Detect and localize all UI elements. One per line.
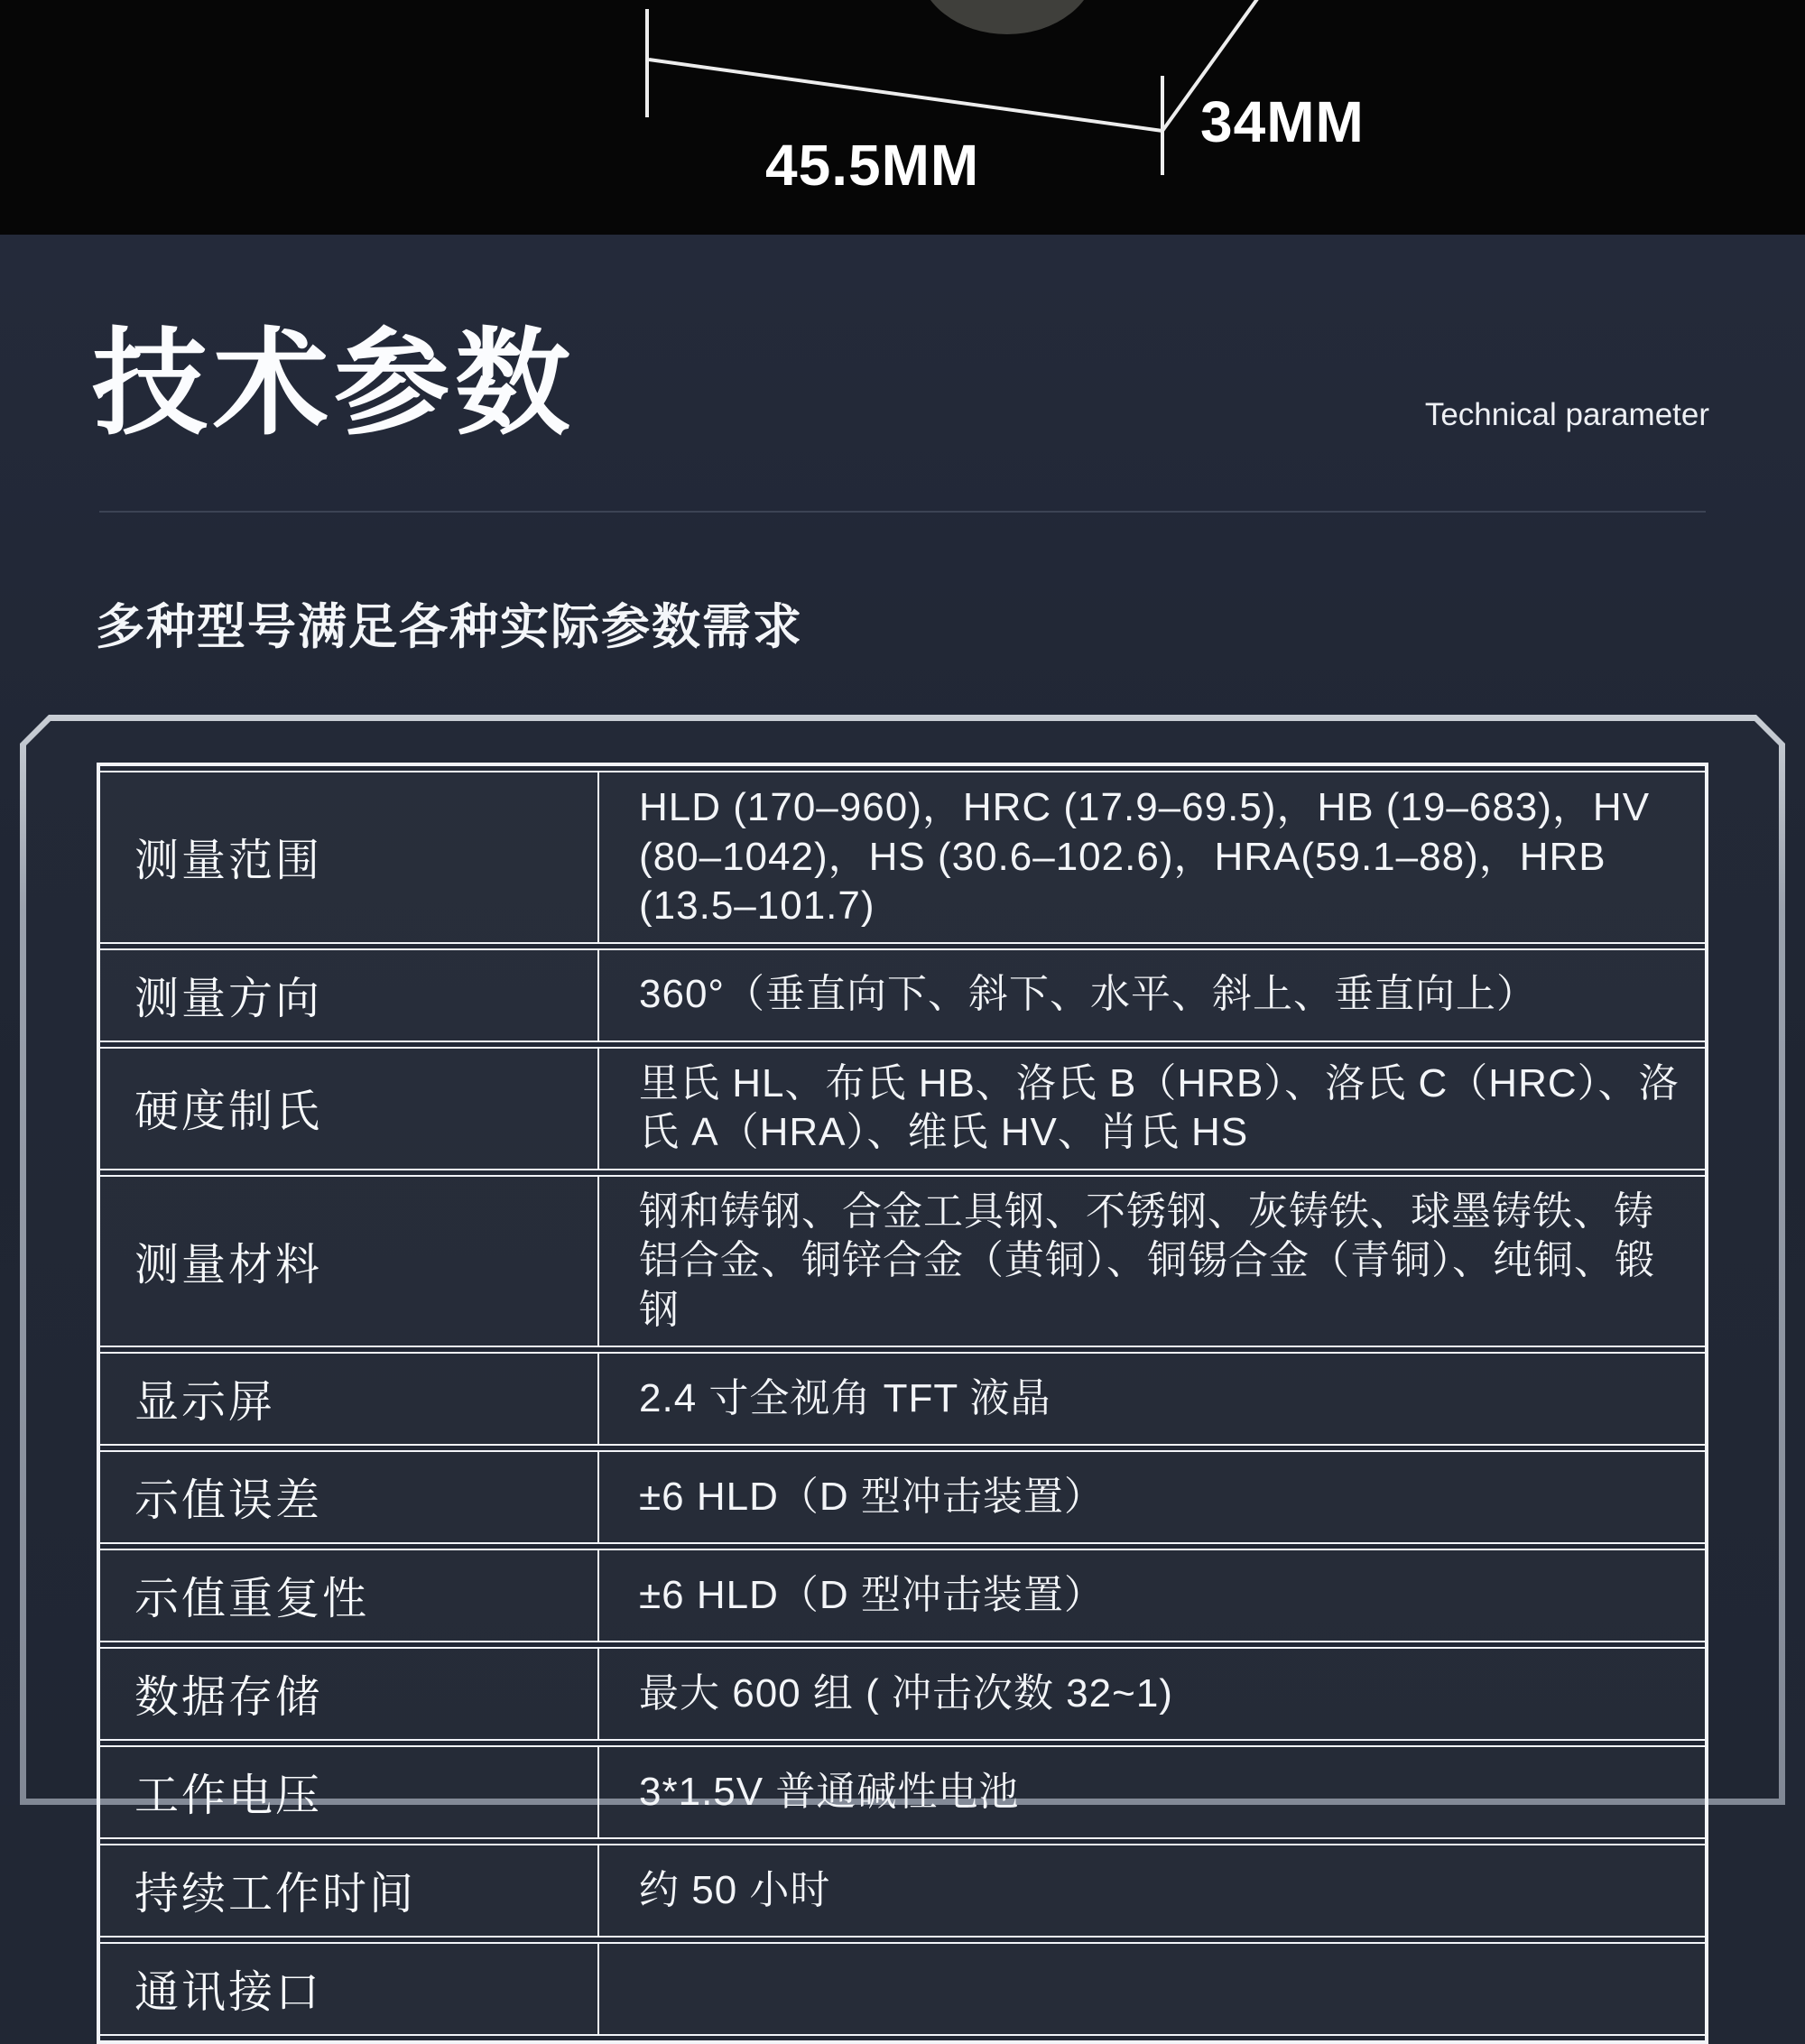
spec-label: 示值误差 — [100, 1452, 599, 1542]
title-divider — [99, 511, 1706, 513]
spec-value: 3*1.5V 普通碱性电池 — [639, 1770, 1020, 1815]
spec-value: 钢和铸钢、合金工具钢、不锈钢、灰铸铁、球墨铸铁、铸铝合金、铜锌合金（黄铜）、铜锡合金（青铜）、纯铜、锻钢 — [639, 1188, 1655, 1332]
spec-table — [97, 763, 1708, 2044]
spec-value: ±6 HLD（D 型冲击装置） — [639, 1475, 1105, 1520]
spec-value: ±6 HLD（D 型冲击装置） — [639, 1573, 1105, 1618]
table-row — [100, 1942, 1705, 2036]
dimension-drawing — [0, 0, 1805, 235]
spec-label: 硬度制氏 — [100, 1049, 599, 1169]
table-row — [100, 948, 1705, 1042]
spec-label: 测量范围 — [100, 772, 599, 942]
spec-label: 工作电压 — [100, 1747, 599, 1837]
spec-value — [599, 1944, 1705, 2034]
table-row — [100, 1175, 1705, 1348]
spec-value: 里氏 HL、布氏 HB、洛氏 B（HRB）、洛氏 C（HRC）、洛氏 A（HRA）、维氏 HV、肖氏 HS — [639, 1060, 1680, 1155]
width-dimension-line — [649, 60, 1162, 131]
spec-value: 360°（垂直向下、斜下、水平、斜上、垂直向上） — [639, 972, 1538, 1017]
table-row — [100, 1047, 1705, 1170]
spec-value: 最大 600 组 ( 冲击次数 32~1) — [639, 1671, 1173, 1716]
spec-label: 示值重复性 — [100, 1550, 599, 1641]
page-subtitle-en: Technical parameter — [1424, 397, 1709, 432]
spec-label: 数据存储 — [100, 1649, 599, 1739]
spec-label: 通讯接口 — [100, 1944, 599, 2034]
table-row — [100, 1352, 1705, 1446]
table-row — [100, 1844, 1705, 1938]
spec-label: 测量材料 — [100, 1177, 599, 1346]
product-dimension-image — [0, 0, 1805, 235]
tagline: 多种型号满足各种实际参数需求 — [96, 600, 803, 654]
table-row — [100, 771, 1705, 944]
spec-label: 持续工作时间 — [100, 1845, 599, 1936]
page-title: 技术参数 — [92, 319, 577, 449]
table-row — [100, 1450, 1705, 1544]
spec-label: 显示屏 — [100, 1354, 599, 1444]
product-photo-fragment — [918, 0, 1097, 34]
table-row — [100, 1549, 1705, 1642]
table-row — [100, 1647, 1705, 1741]
spec-value: 约 50 小时 — [639, 1868, 831, 1913]
spec-value: HLD (170–960)，HRC (17.9–69.5)，HB (19–683)，HV (80–1042)，HS (30.6–102.6)，HRA(59.1–88)，HRB (13.5–101.7) — [639, 785, 1651, 929]
table-row — [100, 1745, 1705, 1839]
spec-label: 测量方向 — [100, 950, 599, 1040]
spec-value: 2.4 寸全视角 TFT 液晶 — [639, 1376, 1051, 1421]
width-dimension-label: 45.5MM — [765, 133, 980, 198]
depth-dimension-label: 34MM — [1200, 89, 1365, 154]
